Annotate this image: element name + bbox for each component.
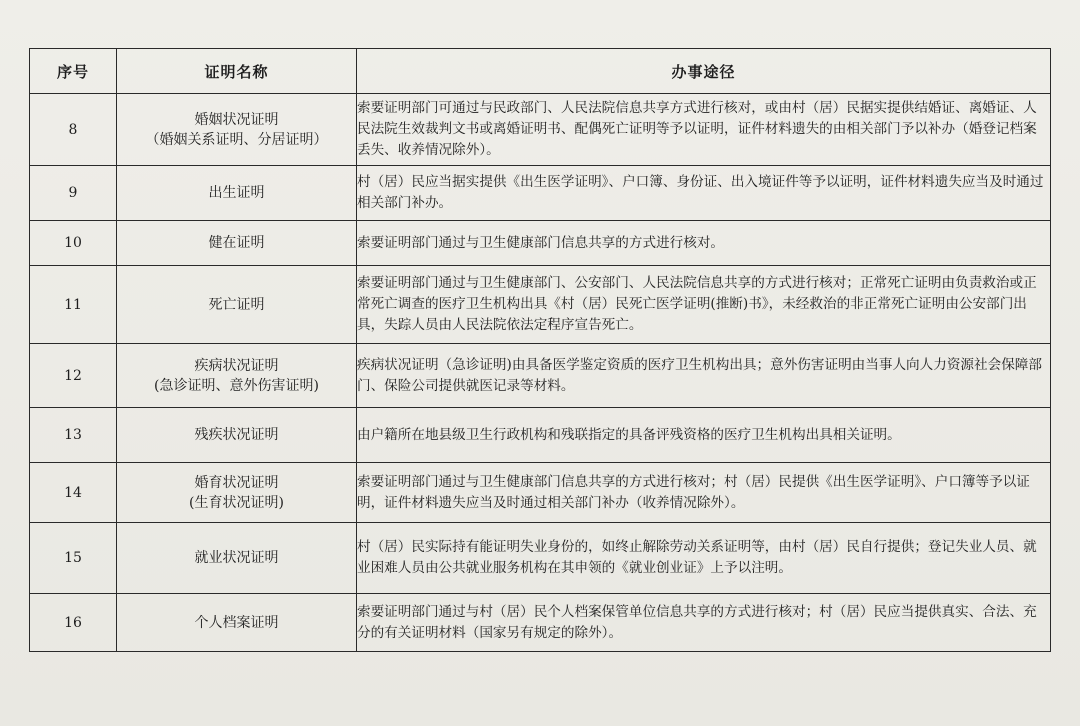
certificate-name: [117, 266, 357, 344]
header-procedure: 办事途径: [357, 49, 1051, 94]
certificate-name-main: 残疾状况证明: [194, 427, 279, 443]
procedure-text: 疾病状况证明（急诊证明)由具备医学鉴定资质的医疗卫生机构出具；意外伤害证明由当事人向人力资源社会保障部门、保险公司提供就医记录等材料。: [357, 344, 1051, 408]
certificate-name-sub: (生育状况证明): [189, 494, 284, 511]
certificate-name: [117, 166, 357, 221]
certificate-name: [117, 221, 357, 266]
certificate-name-main: 婚育状况证明: [194, 474, 279, 491]
procedure-text: 由户籍所在地县级卫生行政机构和残联指定的具备评残资格的医疗卫生机构出具相关证明。: [357, 408, 1051, 463]
table-row: [30, 408, 1051, 463]
certificate-name-main: 婚姻状况证明: [194, 111, 279, 128]
certificate-name-sub: (急诊证明、意外伤害证明): [154, 377, 319, 394]
table-row: [30, 523, 1051, 594]
procedure-text: 村（居）民应当据实提供《出生医学证明》、户口簿、身份证、出入境证件等予以证明，证件材料遗失应当及时通过相关部门补办。: [357, 166, 1051, 221]
certificate-name-main: 就业状况证明: [194, 550, 279, 566]
table-row: [30, 266, 1051, 344]
procedure-text: 索要证明部门通过与卫生健康部门、公安部门、人民法院信息共享的方式进行核对；正常死亡证明由负责救治或正常死亡调查的医疗卫生机构出具《村（居）民死亡医学证明(推断)书》，未经救治的非正常死亡证明由公安部门出具，失踪人员由人民法院依法定程序宣告死亡。: [357, 266, 1051, 344]
certificate-name: [117, 463, 357, 523]
row-number: 13: [30, 408, 117, 463]
row-number: 12: [30, 344, 117, 408]
certificate-name: [117, 523, 357, 594]
certificate-name-main: 个人档案证明: [194, 614, 279, 631]
row-number: 11: [30, 266, 117, 344]
header-serial-number: 序号: [30, 49, 117, 94]
row-number: 15: [30, 523, 117, 594]
certificate-name: [117, 344, 357, 408]
table-row: [30, 344, 1051, 408]
procedure-text: 村（居）民实际持有能证明失业身份的，如终止解除劳动关系证明等，由村（居）民自行提供；登记失业人员、就业困难人员由公共就业服务机构在其申领的《就业创业证》上予以注明。: [357, 523, 1051, 594]
certificate-name-main: 出生证明: [208, 185, 265, 201]
row-number: 8: [30, 94, 117, 166]
row-number: 16: [30, 594, 117, 652]
row-number: 9: [30, 166, 117, 221]
certificate-table: [29, 48, 1051, 652]
certificate-name-main: 健在证明: [208, 235, 265, 251]
certificate-name: [117, 408, 357, 463]
table-row: [30, 221, 1051, 266]
procedure-text: 索要证明部门可通过与民政部门、人民法院信息共享方式进行核对，或由村（居）民据实提供结婚证、离婚证、人民法院生效裁判文书或离婚证明书、配偶死亡证明等予以证明，证件材料遗失的由相关部门予以补办（婚登记档案丢失、收养情况除外）。: [357, 94, 1051, 166]
table-header-row: [30, 49, 1051, 94]
table-row: [30, 463, 1051, 523]
certificate-name-main: 疾病状况证明: [194, 357, 279, 374]
table-row: [30, 594, 1051, 652]
certificate-name-sub: （婚姻关系证明、分居证明）: [145, 131, 328, 148]
certificate-name: [117, 94, 357, 166]
header-certificate-name: 证明名称: [117, 49, 357, 94]
row-number: 14: [30, 463, 117, 523]
table-row: [30, 166, 1051, 221]
table-row: [30, 94, 1051, 166]
procedure-text: 索要证明部门通过与卫生健康部门信息共享的方式进行核对；村（居）民提供《出生医学证明》、户口簿等予以证明，证件材料遗失应当及时通过相关部门补办（收养情况除外）。: [357, 463, 1051, 523]
procedure-text: 索要证明部门通过与卫生健康部门信息共享的方式进行核对。: [357, 221, 1051, 266]
row-number: 10: [30, 221, 117, 266]
certificate-name-main: 死亡证明: [208, 296, 265, 313]
certificate-name: [117, 594, 357, 652]
procedure-text: 索要证明部门通过与村（居）民个人档案保管单位信息共享的方式进行核对；村（居）民应当提供真实、合法、充分的有关证明材料（国家另有规定的除外）。: [357, 594, 1051, 652]
